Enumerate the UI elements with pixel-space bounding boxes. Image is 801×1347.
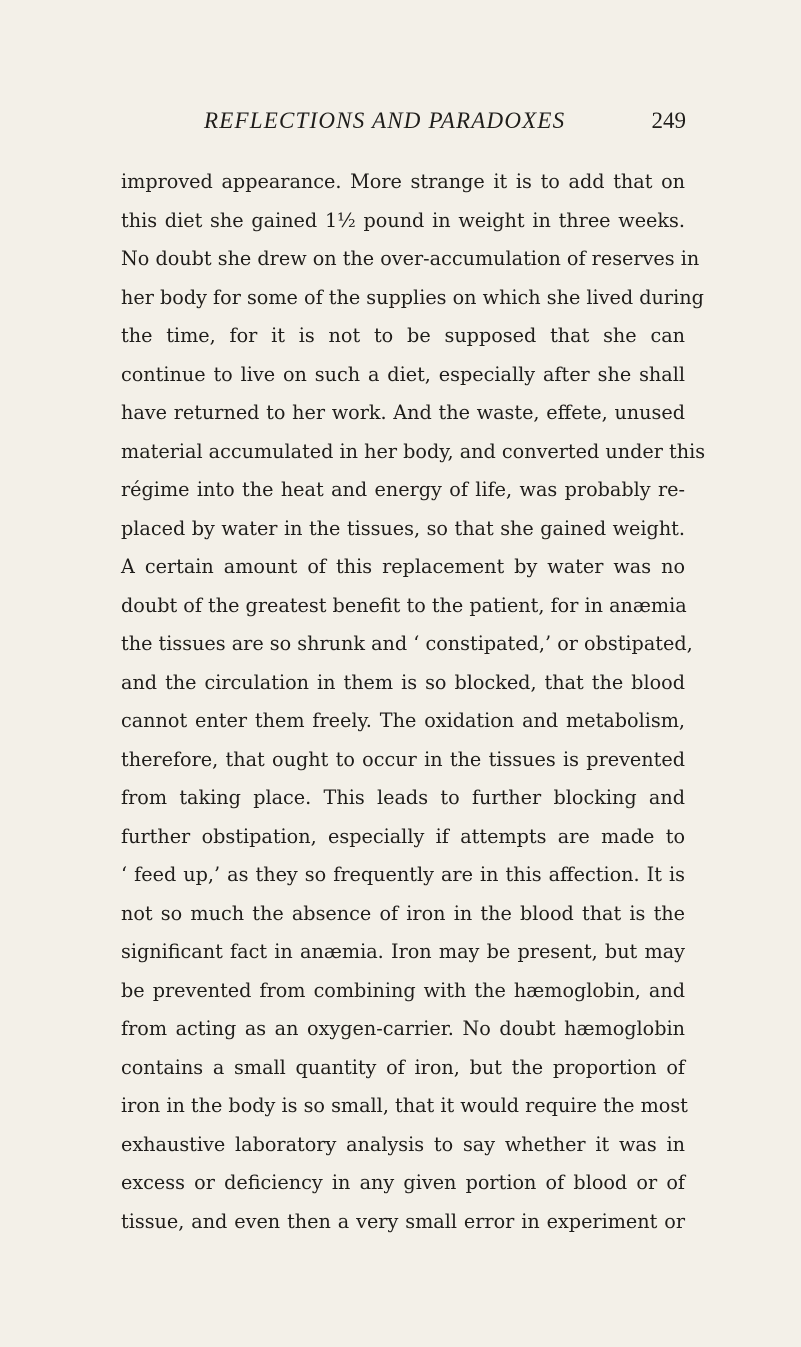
page-number: 249	[651, 108, 686, 133]
text-line: and the circulation in them is so blocked, that the blood	[121, 670, 685, 694]
running-head	[204, 106, 686, 136]
text-line: not so much the absence of iron in the blood that is the	[121, 901, 685, 925]
text-line: further obstipation, especially if attempts are made to	[121, 824, 685, 848]
text-line: this diet she gained 1½ pound in weight in three weeks.	[121, 208, 685, 232]
text-line: the time, for it is not to be supposed that she can	[121, 324, 685, 347]
text-line: régime into the heat and energy of life, was probably re-	[121, 478, 685, 501]
text-line: contains a small quantity of iron, but the proportion of	[121, 1055, 685, 1079]
text-line: ‘ feed up,’ as they so frequently are in this affection. It is	[121, 863, 685, 886]
text-line: placed by water in the tissues, so that she gained weight.	[121, 516, 685, 540]
text-line: from acting as an oxygen-carrier. No doubt hæmoglobin	[121, 1017, 685, 1040]
text-line: doubt of the greatest benefit to the patient, for in anæmia	[121, 593, 687, 617]
text-line: from taking place. This leads to further blocking and	[121, 786, 685, 809]
text-line: cannot enter them freely. The oxidation and metabolism,	[121, 709, 685, 732]
text-line: therefore, that ought to occur in the tissues is prevented	[121, 747, 685, 771]
text-line: excess or deficiency in any given portion of blood or of	[121, 1171, 685, 1194]
text-line: continue to live on such a diet, especially after she shall	[121, 362, 685, 386]
text-line: material accumulated in her body, and converted under this	[121, 439, 706, 463]
text-line: tissue, and even then a very small error in experiment or	[121, 1209, 685, 1233]
text-line: A certain amount of this replacement by water was no	[121, 555, 685, 578]
text-line: have returned to her work. And the waste, effete, unused	[121, 401, 685, 424]
body-text	[121, 163, 706, 1241]
running-title: REFLECTIONS AND PARADOXES	[204, 108, 566, 133]
text-line: be prevented from combining with the hæmoglobin, and	[121, 978, 685, 1002]
text-line: significant fact in anæmia. Iron may be present, but may	[121, 940, 685, 963]
text-line: No doubt she drew on the over-accumulation of reserves in	[121, 247, 700, 270]
text-line: iron in the body is so small, that it would require the most	[121, 1094, 688, 1117]
text-line: the tissues are so shrunk and ‘ constipated,’ or obstipated,	[121, 632, 693, 655]
text-line: exhaustive laboratory analysis to say whether it was in	[121, 1132, 685, 1156]
text-line: her body for some of the supplies on which she lived during	[121, 285, 704, 309]
text-line: improved appearance. More strange it is to add that on	[121, 170, 685, 193]
